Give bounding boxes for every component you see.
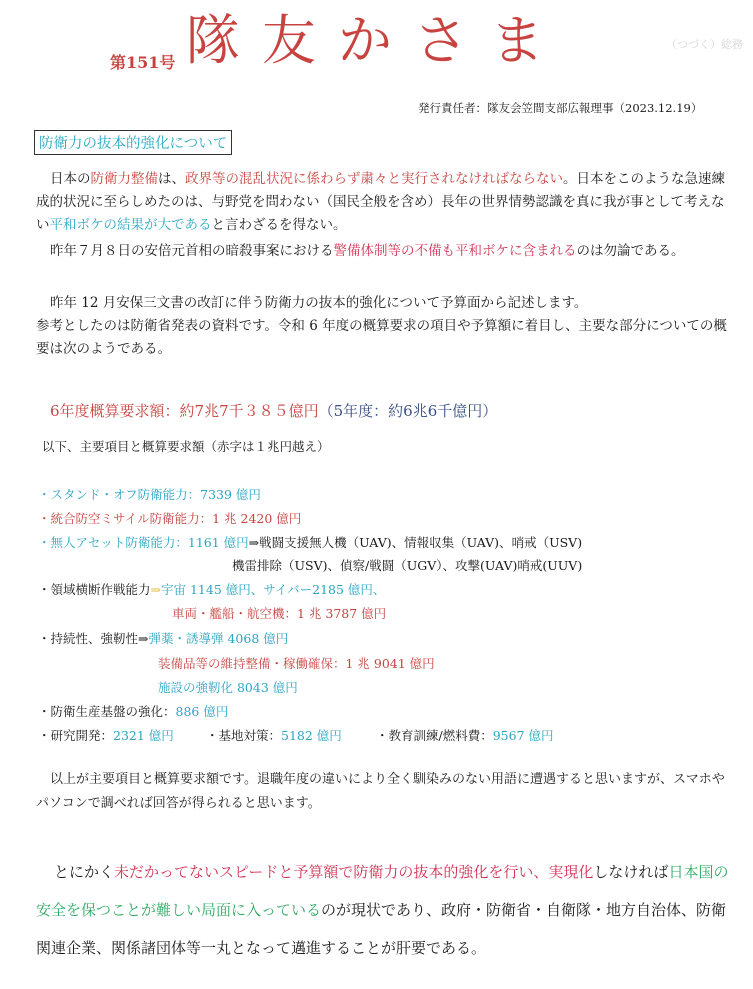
budget-previous: （5年度：約6兆6千億円） xyxy=(318,402,498,420)
p1-highlight-politics: 政界等の混乱状況に係わらず粛々と実行されなければならない xyxy=(185,171,563,187)
p5-text-a: とにかく xyxy=(54,863,115,881)
p5-text-e: のが現状であり、政府・防衛省・自衛隊・地方自治体、防衛関連企業、関係諸団体等一丸となって邁進することが肝要である。 xyxy=(36,901,727,957)
item-sustain-maintenance: 装備品等の維持整備・稼働確保：1 兆 9041 億円 xyxy=(158,656,435,671)
item-sustainability xyxy=(38,629,288,647)
item-rnd xyxy=(38,726,174,744)
item-sustain-head: ・持続性、強靭性⇒ xyxy=(38,631,149,646)
item-rd-value: 2321 億円 xyxy=(113,728,174,743)
item-base xyxy=(206,726,342,744)
item-unmanned xyxy=(38,533,582,551)
item-base-head: ・基地対策： xyxy=(206,728,282,743)
section-title: 防衛力の抜本的強化について xyxy=(34,130,232,155)
p1-text-g: と言わざるを得ない。 xyxy=(211,217,347,233)
p2-text-a: 昨年７月８日の安倍元首相の暗殺事案における xyxy=(50,243,334,259)
p1-text-a: 日本の xyxy=(50,171,91,187)
item-education xyxy=(376,726,554,744)
item-rd-head: ・研究開発： xyxy=(38,728,114,743)
item-unmanned-head: ・無人アセット防衛能力：1161 億円 xyxy=(38,535,249,550)
paragraph-intro xyxy=(36,168,736,237)
p5-highlight-security: 日本国の安全を保つことが難しい局面に入っている xyxy=(36,863,729,919)
item-sustain-ammo: 弾薬・誘導弾 4068 億円 xyxy=(148,631,289,646)
item-cross-head: ・領域横断作戦能力 xyxy=(38,582,151,597)
item-base-value: 5182 億円 xyxy=(281,728,342,743)
item-prod-head: ・防衛生産基盤の強化： xyxy=(38,704,176,719)
p2-highlight-security: 警備体制等の不備も平和ボケに含まれる xyxy=(333,243,577,259)
item-unmanned-tail: ⇒戦闘支援無人機（UAV)、情報収集（UAV)、哨戒（USV) xyxy=(248,535,583,550)
publisher-line: 発行責任者：隊友会笠間支部広報理事（2023.12.19） xyxy=(418,101,703,115)
item-edu-head: ・教育訓練/燃料費： xyxy=(376,728,493,743)
item-sustain-facilities: 施設の強靭化 8043 億円 xyxy=(158,680,298,695)
p5-highlight-speed: 未だかってないスピードと予算額で防衛力の抜本的強化を行い、実現化 xyxy=(114,863,594,881)
p1-text-e: 。日本をこのような急速練成的状況に至らしめたのは、与野党を問わない（国民全般を含め）長年の世界情勢認識を真に我が事として考えない xyxy=(36,171,725,233)
issue-number: 第151号 xyxy=(110,53,176,72)
p2-text-c: のは勿論である。 xyxy=(576,243,685,259)
newsletter-title: 隊友かさま xyxy=(186,9,566,72)
p1-highlight-defense: 防衛力整備 xyxy=(90,171,158,187)
item-cross-space-cyber: 宇宙 1145 億円、サイバー2185 億円、 xyxy=(161,582,386,597)
budget-line xyxy=(50,400,497,421)
p5-text-c: しなければ xyxy=(593,863,669,881)
item-cross-vehicles: 車両・艦船・航空機：1 兆 3787 億円 xyxy=(172,606,387,621)
item-standoff: ・スタンド・オフ防衛能力：7339 億円 xyxy=(38,487,261,502)
paragraph-conclusion xyxy=(36,853,736,967)
item-unmanned-line2: 機雷排除（USV)、偵察/戦闘（UGV）、攻撃(UAV)哨戒(UUV) xyxy=(232,558,583,573)
p1-highlight-peace: 平和ボケの結果が大である xyxy=(49,217,212,233)
paragraph-abe xyxy=(36,240,736,263)
item-cross-domain xyxy=(38,580,385,598)
item-missile-defense: ・統合防空ミサイル防衛能力：1 兆 2420 億円 xyxy=(38,511,302,526)
paragraph-reference xyxy=(36,292,736,361)
cross-arrow-icon: ⇒ xyxy=(150,582,161,597)
p3-line1: 昨年 12 月安保三文書の改訂に伴う防衛力の抜本的強化について予算面から記述します。 xyxy=(50,295,588,311)
faint-show-through-text: （つづく）総務 xyxy=(666,38,743,51)
item-production xyxy=(38,702,228,720)
item-edu-value: 9567 億円 xyxy=(492,728,554,743)
budget-note: 以下、主要項目と概算要求額（赤字は１兆円越え） xyxy=(42,439,330,454)
p1-text-c: は、 xyxy=(158,171,185,187)
budget-main: 6年度概算要求額：約7兆7千３８５億円 xyxy=(50,402,319,420)
item-prod-value: 886 億円 xyxy=(175,704,229,719)
paragraph-summary: 以上が主要項目と概算要求額です。退職年度の違いにより全く馴染みのない用語に遭遇すると思いますが、スマホやパソコンで調べれば回答が得られると思います。 xyxy=(36,772,725,811)
p3-line2: 参考としたのは防衛省発表の資料です。令和 6 年度の概算要求の項目や予算額に着目し、主要な部分についての概要は次のようである。 xyxy=(36,318,727,357)
